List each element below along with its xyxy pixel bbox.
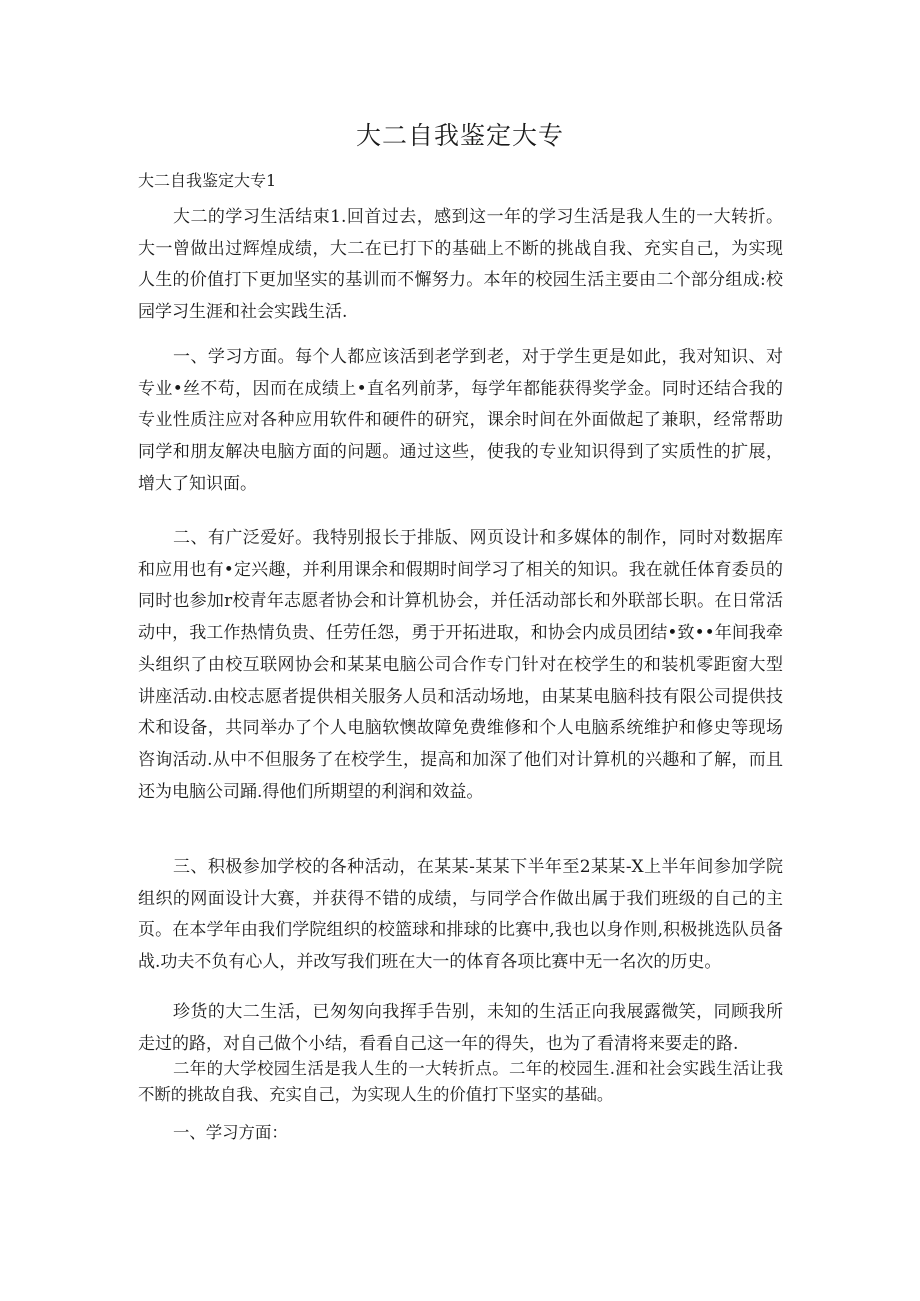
body-paragraph: 一、学习方面。每个人都应该活到老学到老，对于学生更是如此，我对知识、对专业•丝不苟，因而在成绩上•直名列前茅，每学年都能获得奖学金。同时还结合我的专业性质注应对各种应用软件和硬件的研究，课余时间在外面做起了兼职，经常帮助同学和朋友解决电脑方面的问题。通过这些，使我的专业知识得到了实质性的扩展，增大了知识面。: [138, 347, 783, 494]
body-paragraph: 二年的大学校园生活是我人生的一大转折点。二年的校园生.涯和社会实践生活让我不断的挑故自我、充实自己，为实现人生的价值打下坚实的基础。: [138, 1059, 783, 1104]
body-paragraph: 二、有广泛爱好。我特别报长于排版、网页设计和多媒体的制作，同时对数据库和应用也有•定兴趣，并利用课余和假期时间学习了相关的知识。我在就任体育委员的同时也参加r校青年志愿者协会和计算机协会，并任活动部长和外联部长职。在日常活动中，我工作热情负贵、任劳任怨，勇于开拓进取，和协会内成员团结•致••年间我牵头组织了由校互联网协会和某某电脑公司合作专门针对在校学生的和装机零距窗大型讲座活动.由校志愿者提供相关服务人员和活动场地，由某某电脑科技有限公司提供技术和设备，共同举办了个人电脑软懊故障免费维修和个人电脑系统维护和修史等现场咨询活动.从中不但服务了在校学生，提高和加深了他们对计算机的兴趣和了解，而且还为电脑公司踊.得他们所期望的利润和效益。: [138, 528, 783, 802]
document-subtitle: 大二自我鉴定大专1: [138, 171, 277, 190]
body-paragraph: 珍货的大二生活，已匆匆向我挥手告别，未知的生活正向我展露微笑，同顾我所走过的路，对自己做个小结，看看自己这一年的得失，也为了看清将来要走的路.: [138, 1002, 783, 1054]
body-paragraph: 大二的学习生活结束1.回首过去，感到这一年的学习生活是我人生的一大转折。大一曾做出过辉煌成绩，大二在已打下的基础上不断的挑战自我、充实自己，为实现人生的价值打下更加坚实的基训而不懈努力。本年的校园生活主要由二个部分组成:校园学习生涯和社会实践生活.: [138, 207, 783, 323]
body-paragraph: 三、积极参加学校的各种活动，在某某-某某下半年至2某某-X上半年间参加学院组织的网面设计大赛，并获得不错的成绩，与同学合作做出属于我们班级的自己的主页。在本学年由我们学院组织的校篮球和排球的比赛中,我也以身作则,积极挑选队员备战.功夫不负有心人，并改写我们班在大一的体育各项比赛中无一名次的历史。: [138, 857, 783, 973]
document-title: 大二自我鉴定大专: [355, 121, 564, 150]
section-heading: 一、学习方面：: [173, 1123, 288, 1142]
